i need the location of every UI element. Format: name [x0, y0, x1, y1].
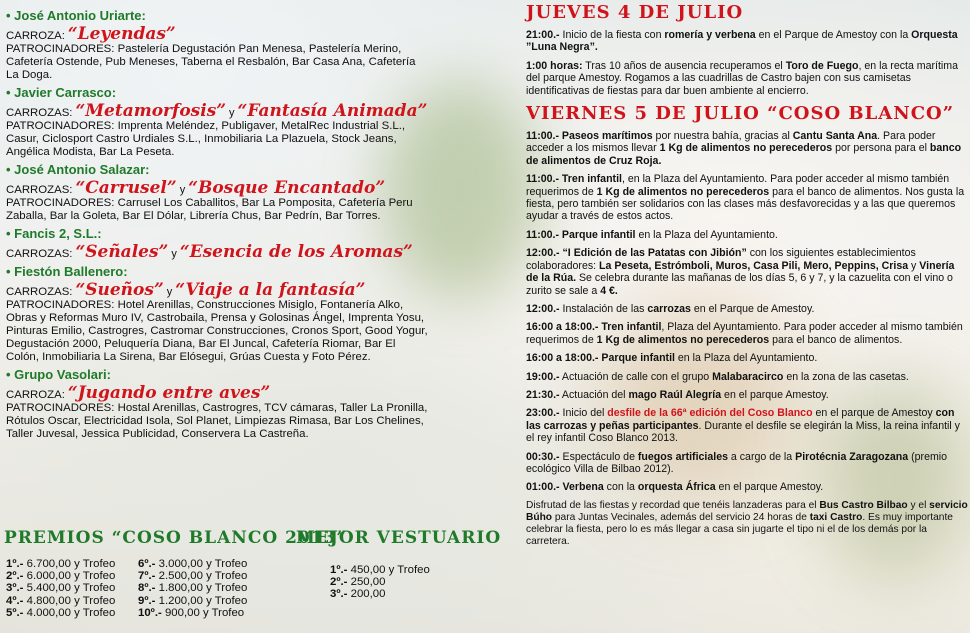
- prize-line: [330, 588, 430, 600]
- text-bold: 01:00.- Verbena: [526, 481, 604, 494]
- text-bold: 4 €.: [600, 284, 618, 297]
- event-item: [526, 60, 968, 97]
- prize-amount: 1.800,00 y Trofeo: [155, 582, 248, 595]
- conjunction: y: [171, 248, 177, 260]
- prize-line: [138, 607, 247, 619]
- sponsor-line: PATROCINADORES: Hostal Arenillas, Castrogres, TCV cámaras, Taller La Pronilla,: [6, 402, 428, 414]
- sponsor-line: Casur, Ciclosport Castro Urdiales S.L., Inmobiliaria La Plazuela, Stock Jeans,: [6, 133, 397, 145]
- text: en el parque Amestoy.: [715, 481, 824, 494]
- prize-amount: 6.700,00 y Trofeo: [23, 558, 116, 570]
- group-name: • Fancis 2, S.L.:: [6, 226, 102, 241]
- text-bold: 11:00.- Parque infantil: [526, 228, 636, 241]
- event-item: [526, 451, 968, 476]
- vestuario-title: MEJOR VESTUARIO: [296, 528, 502, 548]
- text-bold: 00:30.-: [526, 450, 560, 463]
- text: para Juntas Vecinales, además del servicio 24 horas de: [552, 511, 810, 523]
- event-item: [526, 389, 968, 401]
- premios-col-1: [6, 558, 115, 619]
- group-name: • Grupo Vasolari:: [6, 367, 111, 382]
- text-bold: Orquesta ”Luna Negra”.: [526, 29, 958, 54]
- carroza-title: “Esencia de los Aromas”: [179, 242, 413, 262]
- prize-line: [138, 595, 247, 607]
- text-bold: 21:30.-: [526, 388, 560, 401]
- group-name: • José Antonio Salazar:: [6, 162, 150, 177]
- prize-rank: 3º.-: [6, 582, 24, 595]
- text: a cargo de la: [727, 450, 796, 463]
- text: en la Plaza del Ayuntamiento.: [674, 352, 818, 365]
- day-title: JUEVES 4 DE JULIO: [526, 2, 744, 23]
- text: por persona para el: [832, 142, 930, 155]
- text-bold: Malabaracirco: [712, 370, 784, 383]
- prize-amount: 900,00 y Trofeo: [161, 606, 245, 619]
- text: en el parque de Amestoy: [812, 407, 936, 420]
- prize-line: [6, 558, 115, 570]
- premios-title: PREMIOS “COSO BLANCO 2013”: [4, 528, 348, 548]
- group-name: • Fiestón Ballenero:: [6, 264, 128, 279]
- prize-line: [6, 570, 115, 582]
- prize-rank: 2º.-: [330, 576, 348, 589]
- conjunction: y: [166, 286, 173, 298]
- carroza-line: [6, 243, 446, 261]
- text-highlight: desfile de la 66ª edición del Coso Blanco: [607, 407, 813, 420]
- prize-amount: 4.000,00 y Trofeo: [23, 606, 116, 619]
- text: Inicio de la fiesta con: [559, 29, 665, 41]
- text-bold: 11:00.- Tren infantil: [526, 173, 622, 186]
- text-bold: La Peseta, Estrómboli, Muros, Casa Pili, Mero, Peppins, Crisa: [599, 259, 909, 272]
- prize-rank: 10º.-: [138, 606, 162, 619]
- carroza-label: CARROZAS:: [6, 184, 73, 196]
- prize-amount: 6.000,00 y Trofeo: [23, 570, 116, 583]
- text: Actuación del: [559, 388, 629, 401]
- text-bold: Pirotécnia Zaragozana: [795, 450, 909, 463]
- text: para el banco de alimentos.: [769, 333, 903, 346]
- prize-line: [330, 564, 430, 576]
- prize-line: [6, 582, 115, 594]
- sponsor-line: PATROCINADORES: Hotel Arenillas, Construcciones Misiglo, Fontanería Alko,: [6, 299, 404, 311]
- text-bold: Vinería de la Rúa.: [526, 259, 955, 285]
- prize-amount: 450,00 y Trofeo: [347, 564, 430, 576]
- carroza-group: [6, 264, 446, 364]
- prize-rank: 2º.-: [6, 570, 24, 583]
- carroza-title: “Viaje a la fantasía”: [175, 280, 366, 300]
- carroza-line: [6, 179, 446, 197]
- conjunction: y: [179, 184, 186, 196]
- text-bold: Bus Castro Bilbao: [819, 499, 908, 511]
- text: Instalación de las: [559, 302, 648, 315]
- event-item: [526, 247, 968, 297]
- sponsor-line: PATROCINADORES: Imprenta Meléndez, Publigaver, MetalRec Industrial S.L.,: [6, 120, 406, 132]
- text: y el: [907, 499, 930, 511]
- sponsor-line: La Doga.: [6, 69, 53, 81]
- text: . Para poder acceder a los mismos llevar: [526, 130, 936, 155]
- prize-line: [6, 595, 115, 607]
- carroza-label: CARROZA:: [6, 30, 65, 42]
- prize-amount: 1.200,00 y Trofeo: [155, 594, 248, 607]
- prize-rank: 1º.-: [6, 558, 24, 570]
- text: con los siguientes establecimientos colaboradores:: [526, 247, 916, 272]
- carroza-group: [6, 162, 446, 223]
- prize-rank: 6º.-: [138, 558, 156, 570]
- event-item: [526, 173, 968, 223]
- prize-rank: 7º.-: [138, 570, 156, 583]
- text-bold: fuegos artificiales: [637, 450, 728, 463]
- carroza-title: “Sueños”: [75, 280, 164, 300]
- text-bold: 1 Kg de alimentos no perecederos: [659, 142, 833, 155]
- prize-amount: 200,00: [347, 588, 386, 601]
- text-bold: taxi Castro: [809, 511, 863, 523]
- carroza-title: “Carrusel”: [75, 178, 177, 198]
- prize-rank: 8º.-: [138, 582, 156, 595]
- carroza-group: [6, 8, 446, 82]
- text-bold: 19:00.-: [526, 370, 560, 383]
- carroza-line: [6, 102, 446, 120]
- group-name: • José Antonio Uriarte:: [6, 8, 146, 23]
- sponsor-line: Zaballa, Bar la Goleta, Bar El Dólar, Librería Chus, Bar Pedrín, Bar Torres.: [6, 210, 381, 222]
- text: en el Parque de Amestoy con la: [755, 29, 912, 41]
- carroza-title: “Jugando entre aves”: [67, 383, 271, 403]
- text-bold: mago Raúl Alegría: [628, 388, 722, 401]
- text-bold: 1:00 horas:: [526, 59, 583, 72]
- text-bold: con las carrozas y peñas participantes: [526, 407, 955, 432]
- carroza-group: [6, 367, 446, 441]
- prize-rank: 3º.-: [330, 588, 348, 601]
- text-bold: Toro de Fuego: [785, 59, 859, 72]
- carroza-title: “Leyendas”: [67, 24, 176, 44]
- text: en la Plaza del Ayuntamiento.: [635, 228, 778, 241]
- carroza-label: CARROZAS:: [6, 107, 73, 119]
- prize-amount: 250,00: [347, 576, 386, 589]
- event-item: [526, 130, 968, 167]
- text: Actuación de calle con el grupo: [559, 370, 713, 383]
- event-item: [526, 481, 968, 493]
- event-item: [526, 371, 968, 383]
- carroza-title: “Metamorfosis”: [75, 101, 227, 121]
- sponsor-line: PATROCINADORES: Pastelería Degustación Pan Menesa, Pastelería Merino,: [6, 43, 402, 55]
- text: Inicio del: [559, 407, 608, 420]
- text-bold: orquesta África: [637, 481, 716, 494]
- prize-line: [138, 582, 247, 594]
- text: Se celebra durante las mañanas de los días 5, 6 y 7, y la cazuelita con el vino o zurito se sale a: [526, 272, 953, 297]
- footer-note: [526, 500, 968, 548]
- sponsor-line: PATROCINADORES: Carrusel Los Caballitos, Bar La Pomposita, Cafetería Peru: [6, 197, 413, 209]
- text-bold: servicio Búho: [526, 499, 968, 523]
- text-bold: 12:00.-: [526, 302, 560, 315]
- text-bold: 23:00.-: [526, 407, 560, 420]
- sponsor-line: Obras y Reformas Muro IV, Castrobaila, Prensa y Golosinas Ángel, Imprenta Yosu,: [6, 312, 425, 324]
- carroza-line: [6, 281, 446, 299]
- prize-rank: 5º.-: [6, 606, 24, 619]
- event-item: [526, 303, 968, 315]
- prize-line: [138, 570, 247, 582]
- text: en el Parque de Amestoy.: [690, 302, 815, 315]
- carrozas-column: [6, 6, 446, 444]
- group-name: • Javier Carrasco:: [6, 85, 117, 100]
- text-bold: 21:00.-: [526, 29, 560, 41]
- text: con la: [603, 481, 638, 494]
- prize-rank: 9º.-: [138, 594, 156, 607]
- carroza-group: [6, 226, 446, 261]
- sponsor-line: Taller Juvesal, Jessica Publicidad, Conservera La Castreña.: [6, 428, 309, 440]
- text-bold: banco de alimentos de Cruz Roja.: [526, 142, 962, 167]
- event-item: [526, 229, 968, 241]
- text: Disfrutad de las fiestas y recordad que tenéis lanzaderas para el: [526, 499, 820, 511]
- prize-amount: 2.500,00 y Trofeo: [155, 570, 248, 583]
- carroza-label: CARROZAS:: [6, 248, 73, 260]
- text: . Durante el desfile se elegirán la Miss, la reina infantil y el rey infantil Coso Blanco 2013.: [526, 419, 960, 445]
- prize-line: [138, 558, 247, 570]
- text: para el banco de alimentos. Nos gusta la fiesta, pero también ser solidarios con las clases más desfavorecidas y a las que queremos ayudar a través de estos actos.: [526, 185, 965, 223]
- text: Tras 10 años de ausencia recuperamos el: [582, 59, 786, 72]
- text-bold: 1 Kg de alimentos no perecederos: [596, 185, 770, 198]
- text: y: [908, 259, 920, 272]
- carroza-title: “Señales”: [75, 242, 169, 262]
- prize-rank: 4º.-: [6, 594, 24, 607]
- text: , Plaza del Ayuntamiento. Para poder acceder al mismo también requerimos de: [526, 321, 963, 346]
- event-item: [526, 321, 968, 346]
- prize-rank: 1º.-: [330, 564, 348, 576]
- text-bold: 12:00.- “I Edición de las Patatas con Jibión”: [526, 247, 747, 260]
- event-item: [526, 352, 968, 364]
- day-title: VIERNES 5 DE JULIO “COSO BLANCO”: [526, 103, 955, 125]
- prize-line: [330, 576, 430, 588]
- prize-amount: 4.800,00 y Trofeo: [23, 594, 116, 607]
- text: . Es muy importante celebrar la fiesta, pero lo es más llegar a casa sin jugarte el tipo ni el de los demás por la carretera.: [526, 511, 953, 547]
- carroza-title: “Fantasía Animada”: [237, 101, 428, 121]
- sponsor-line: Colón, Inmobiliaria La Sirena, Bar Elósegui, Grúas Cuesta y Foto Pérez.: [6, 351, 371, 363]
- prize-amount: 5.400,00 y Trofeo: [23, 582, 116, 595]
- carroza-group: [6, 85, 446, 159]
- prize-line: [6, 607, 115, 619]
- carroza-label: CARROZA:: [6, 389, 65, 401]
- prize-amount: 3.000,00 y Trofeo: [155, 558, 248, 570]
- text: en la zona de las casetas.: [783, 370, 909, 383]
- text: , en la recta marítima del parque Amestoy. Rogamos a las cuadrillas de Castro bajen con sus camisetas identificativas de fiestas para dar buen ambiente al encierro.: [526, 59, 958, 97]
- vestuario-col: [330, 564, 430, 601]
- text-bold: 16:00 a 18:00.- Parque infantil: [526, 352, 675, 365]
- text-bold: 16:00 a 18:00.- Tren infantil: [526, 321, 662, 334]
- text-bold: romería y verbena: [664, 29, 756, 41]
- conjunction: y: [229, 107, 235, 119]
- text: en el parque Amestoy.: [721, 388, 829, 401]
- text-bold: 1 Kg de alimentos no perecederos: [596, 333, 770, 346]
- carroza-line: [6, 25, 446, 43]
- carroza-title: “Bosque Encantado”: [188, 178, 386, 198]
- sponsor-line: Angélica Modista, Bar La Peseta.: [6, 146, 175, 158]
- sponsor-line: Cafetería Ostende, Pub Meneses, Taberna el Resbalón, Bar Casa Ana, Cafetería: [6, 56, 416, 68]
- text-bold: Cantu Santa Ana: [792, 130, 878, 143]
- programa-column: [526, 2, 968, 548]
- carroza-label: CARROZAS:: [6, 286, 73, 298]
- text: Espectáculo de: [559, 450, 638, 463]
- text: (premio ecológico Villa de Bilbao 2012).: [526, 450, 948, 475]
- premios-col-2: [138, 558, 247, 619]
- sponsor-line: Rótulos Oscar, Electricidad Isola, Sol Planet, Limpiezas Rimasa, Bar Los Chelines,: [6, 415, 424, 427]
- sponsor-line: Degustación 2000, Peluquería Diana, Bar El Juncal, Cafetería Riomar, Bar El: [6, 338, 396, 350]
- sponsor-line: Pinturas Emilio, Castrogres, Castromar Construcciones, Cronos Sport, Good Yogur,: [6, 325, 428, 337]
- text-bold: carrozas: [647, 302, 691, 315]
- event-item: [526, 29, 968, 54]
- text: por nuestra bahía, gracias al: [652, 130, 793, 143]
- text-bold: 11:00.- Paseos marítimos: [526, 130, 653, 143]
- text: , en la Plaza del Ayuntamiento. Para poder acceder al mismo también requerimos de: [526, 173, 950, 198]
- carroza-line: [6, 384, 446, 402]
- event-item: [526, 407, 968, 444]
